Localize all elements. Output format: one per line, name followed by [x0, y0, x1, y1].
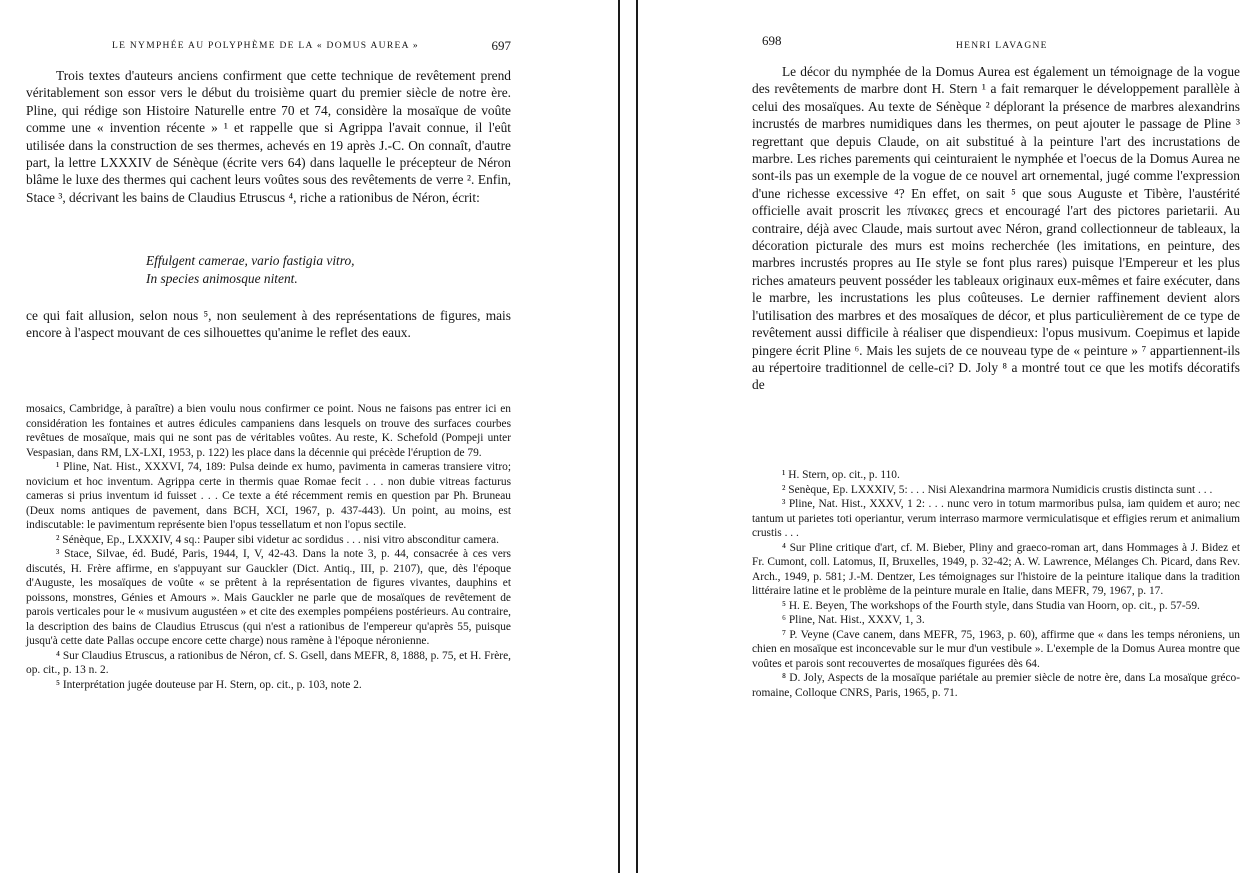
left-footnote-1: ¹ Pline, Nat. Hist., XXXVI, 74, 189: Pulsa deinde ex humo, pavimenta in cameras transiere vitro; novicium et hoc inventum. Agrippa certe in thermis quae Romae fecit . . . non dubie vitreas facturus cameras si prius inventum id fuisset . . . Ce texte a été récemment remis en question par Ph. Bruneau (Deux noms antiques de pavement, dans BCH, XCI, 1967, p. 437-443). Un point, au moins, est indiscutable: le pavimentum représente bien l'opus tessellatum et non l'opus sectile.	[26, 461, 511, 531]
left-footnote-2: ² Sénèque, Ep., LXXXIV, 4 sq.: Pauper sibi videtur ac sordidus . . . nisi vitro absconditur camera.	[56, 533, 499, 546]
right-para-1: Le décor du nymphée de la Domus Aurea est également un témoignage de la vogue des revêtements de marbre dont H. Stern ¹ a fait remarquer le développement parallèle à celui des mosaïques. Au texte de Sénèque ² déplorant la présence de marbres alexandrins incrustés de marbres numidiques dans les thermes, on peut ajouter le passage de Pline ³ regrettant que depuis Claude, on ait substitué à la peinture l'art des incrustations de marbre. Les riches parements qui ceinturaient le nymphée et l'oecus de la Domus Aurea ne sont-ils pas un exemple de la vogue de ce nouvel art ornemental, jugé comme l'expression d'une richesse excessive ⁴? En effet, on sait ⁵ que sous Auguste et Tibère, l'austérité officielle avait proscrit les πίνακες grecs et encouragé l'art des pictores parietarii. Au contraire, déjà avec Claude, mais surtout avec Néron, grand collectionneur de tableaux, la décoration picturale des murs est moins recherchée (les imitations, en peinture, des marbres incrustés propres au IIe style se font plus rares) puisque l'Empereur et les plus riches amateurs peuvent posséder les tableaux originaux eux-mêmes et faire exécuter, dans le marbre, les incrustations les plus coûteuses. Le dernier raffinement devient alors l'utilisation des marbres et des mosaïques de décor, et plus particulièrement de ce type de revêtement aussi difficile à réaliser que dispendieux: l'opus musivum. Coepimus et lapide pingere écrit Pline ⁶. Mais les sujets de ce nouveau type de « peinture » ⁷ appartiennent-ils au répertoire traditionnel de celle-ci? D. Joly ⁸ a montré tout ce que les motifs décoratifs de	[752, 64, 1240, 393]
left-para-2: ce qui fait allusion, selon nous ⁵, non seulement à des représentations de figures, mais encore à l'aspect mouvant de ces silhouettes qu'anime le reflet des eaux.	[26, 308, 511, 341]
right-footnote-7: ⁷ P. Veyne (Cave canem, dans MEFR, 75, 1963, p. 60), affirme que « dans les temps néroniens, un chien en mosaïque est inconcevable sur le mur d'un vestibule ». L'exemple de la Domus Aurea montre que voûtes et parois sont recouvertes de mosaïques figurées dès 64.	[752, 628, 1240, 670]
right-footnote-6: ⁶ Pline, Nat. Hist., XXXV, 1, 3.	[782, 614, 925, 626]
gutter-line-left	[618, 0, 620, 873]
left-body-paragraph-2	[26, 307, 511, 342]
right-body-paragraph-1	[752, 63, 1240, 394]
right-footnote-2: ² Senèque, Ep. LXXXIV, 5: . . . Nisi Alexandrina marmora Numidicis crustis distincta sunt . . .	[782, 483, 1213, 496]
gutter-line-right	[636, 0, 638, 873]
left-footnote-3: ³ Stace, Silvae, éd. Budé, Paris, 1944, I, V, 42-43. Dans la note 3, p. 44, consacrée à ces vers discutés, H. Frère affirme, en s'appuyant sur Gauckler (Dict. Antiq., III, p. 2107), que, dès l'époque d'Auguste, les mosaïques de voûte « se prêtent à la représentation de figures vivantes, dauphins et poissons, monstres, Génies et Amours ». Mais Gauckler ne parle que de mosaïques de revêtement de parois verticales pour le « musivum augustéen » et cite des exemples pompéiens postérieurs. Au contraire, la description des bains de Claudius Etruscus (qui n'est a rationibus de l'empereur qu'après 55, puisque jusqu'à cette date Pallas occupe encore cette charge) nous ramène à l'époque néronienne.	[26, 548, 511, 647]
left-page-number: 697	[491, 38, 511, 53]
left-running-title: LE NYMPHÉE AU POLYPHÈME DE LA « DOMUS AUREA »	[112, 41, 419, 51]
right-footnote-8: ⁸ D. Joly, Aspects de la mosaïque pariétale au premier siècle de notre ère, dans La mosaïque gréco-romaine, Colloque CNRS, Paris, 1965, p. 71.	[752, 672, 1240, 699]
right-footnotes	[752, 468, 1240, 700]
left-footnote-5: ⁵ Interprétation jugée douteuse par H. Stern, op. cit., p. 103, note 2.	[56, 678, 362, 691]
right-footnote-4: ⁴ Sur Pline critique d'art, cf. M. Bieber, Pliny and graeco-roman art, dans Hommages à J. Bidez et Fr. Cumont, coll. Latomus, II, Bruxelles, 1949, p. 32-42; A. W. Lawrence, Mélanges Ch. Picard, dans Rev. Arch., 1949, p. 581; J.-M. Dentzer, Les témoignages sur l'histoire de la peinture italique dans la tradition littéraire latine et le problème de la peinture murale en Italie, dans MEFR, 79, 1967, p. 17.	[752, 541, 1240, 597]
quote-line-2: In species animosque nitent.	[146, 270, 298, 286]
latin-quote	[146, 252, 446, 287]
left-body-paragraph-1	[26, 67, 511, 206]
left-footnotes	[26, 402, 511, 692]
right-page-number: 698	[762, 33, 782, 48]
right-running-title: HENRI LAVAGNE	[956, 41, 1048, 51]
right-running-head	[752, 33, 1240, 54]
left-footnote-continued: mosaics, Cambridge, à paraître) a bien voulu nous confirmer ce point. Nous ne faisons pas entrer ici en considération les fontaines et autres édicules campaniens dans lesquels on trouve des surfaces courbes revêtues de mosaïque, mais qui ne sont pas de véritables voûtes. Au reste, K. Schefold (Pompeji unter Vespasian, dans RM, LX-LXI, 1953, p. 122) les place dans la décennie qui précède l'éruption de 79.	[26, 403, 511, 459]
quote-line-1: Effulgent camerae, vario fastigia vitro,	[146, 253, 355, 268]
right-footnote-3: ³ Pline, Nat. Hist., XXXV, 1 2: . . . nunc vero in totum marmoribus pulsa, iam quidem et auro; nec tantum ut parietes toti operiantur, verum interraso marmore vermiculatisque et effigies rerum et animalium crustis . . .	[752, 498, 1240, 539]
right-footnote-5: ⁵ H. E. Beyen, The workshops of the Fourth style, dans Studia van Hoorn, op. cit., p. 57-59.	[782, 599, 1200, 612]
left-running-head	[26, 38, 511, 54]
left-footnote-4: ⁴ Sur Claudius Etruscus, a rationibus de Néron, cf. S. Gsell, dans MEFR, 8, 1888, p. 75, et H. Frère, op. cit., p. 13 n. 2.	[26, 649, 511, 676]
right-footnote-1: ¹ H. Stern, op. cit., p. 110.	[782, 469, 900, 481]
left-para-1: Trois textes d'auteurs anciens confirment que cette technique de revêtement prend véritablement son essor vers le début du troisième quart du premier siècle de notre ère. Pline, qui rédige son Histoire Naturelle entre 70 et 74, considère la mosaïque de voûte comme une « invention récente » ¹ et rappelle que si Agrippa l'avait connue, il l'eût utilisée dans la construction de ses thermes, achevés en 19 après J.-C. On connaît, d'autre part, la lettre LXXXIV de Sénèque (écrite vers 64) dans laquelle le précepteur de Néron blâme le luxe des thermes qui cachent leurs voûtes sous des revêtements de verre ². Enfin, Stace ³, décrivant les bains de Claudius Etruscus ⁴, riche a rationibus de Néron, écrit:	[26, 68, 511, 205]
